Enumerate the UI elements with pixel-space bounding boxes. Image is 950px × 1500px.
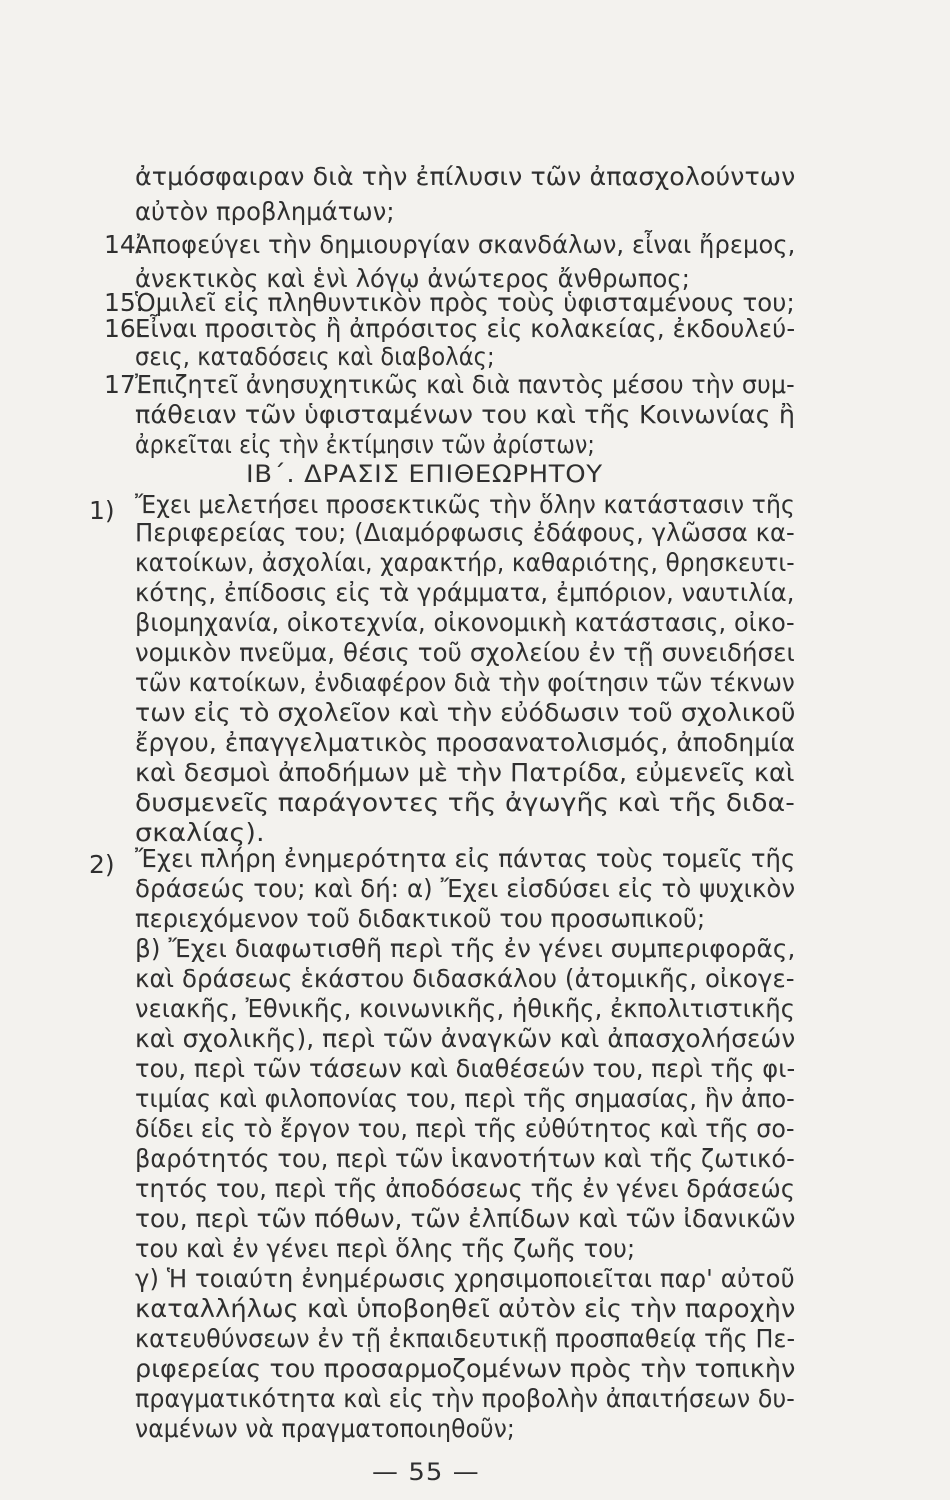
text-line: δίδει εἰς τὸ ἔργον του, περὶ τῆς εὐθύτητος καὶ τῆς σο- [135, 1114, 795, 1143]
section-number: 2) [89, 850, 115, 879]
text-line: ἀρκεῖται εἰς τὴν ἐκτίμησιν τῶν ἀρίστων; [135, 430, 595, 459]
text-line: Ἔχει μελετήσει προσεκτικῶς τὴν ὅλην κατάστασιν τῆς [135, 490, 795, 519]
text-line: δράσεώς του; καὶ δή: α) Ἔχει εἰσδύσει εἰς τὸ ψυχικὸν [135, 874, 796, 903]
text-line: καὶ σχολικῆς), περὶ τῶν ἀναγκῶν καὶ ἀπασχολήσεών [135, 1024, 796, 1053]
text-line: περιεχόμενον τοῦ διδακτικοῦ του προσωπικοῦ; [135, 904, 706, 933]
text-line: κότης, ἐπίδοσις εἰς τὰ γράμματα, ἐμπόριον, ναυτιλία, [135, 578, 795, 607]
text-line: Εἶναι προσιτὸς ἢ ἀπρόσιτος εἰς κολακείας, ἐκδουλεύ- [135, 314, 796, 343]
page-number: — 55 — [372, 1458, 480, 1486]
text-line: τῶν κατοίκων, ἐνδιαφέρον διὰ τὴν φοίτησιν τῶν τέκνων [135, 668, 795, 697]
text-line: ριφερείας του προσαρμοζομένων πρὸς τὴν τοπικὴν [135, 1354, 796, 1383]
text-line: Ὁμιλεῖ εἰς πληθυντικὸν πρὸς τοὺς ὑφισταμένους του; [135, 288, 795, 317]
text-line: νειακῆς, Ἐθνικῆς, κοινωνικῆς, ἠθικῆς, ἐκπολιτιστικῆς [135, 994, 796, 1023]
text-line: καὶ δεσμοὶ ἀποδήμων μὲ τὴν Πατρίδα, εὐμενεῖς καὶ [135, 758, 795, 787]
text-line: κατευθύνσεων ἐν τῇ ἐκπαιδευτικῇ προσπαθείᾳ τῆς Πε- [135, 1324, 796, 1353]
text-line: πραγματικότητα καὶ εἰς τὴν προβολὴν ἀπαιτήσεων δυ- [135, 1384, 795, 1413]
text-line: καταλλήλως καὶ ὑποβοηθεῖ αὐτὸν εἰς τὴν παροχὴν [135, 1294, 796, 1323]
text-line: τιμίας καὶ φιλοπονίας του, περὶ τῆς σημασίας, ἣν ἀπο- [135, 1084, 795, 1113]
text-line: του καὶ ἐν γένει περὶ ὅλης τῆς ζωῆς του; [135, 1234, 636, 1263]
text-line: ἀνεκτικὸς καὶ ἑνὶ λόγῳ ἀνώτερος ἄνθρωπος; [135, 264, 690, 293]
text-line: των εἰς τὸ σχολεῖον καὶ τὴν εὐόδωσιν τοῦ σχολικοῦ [135, 698, 796, 727]
text-line: ἀτμόσφαιραν διὰ τὴν ἐπίλυσιν τῶν ἀπασχολούντων [135, 162, 796, 191]
text-line: Περιφερείας του; (Διαμόρφωσις ἐδάφους, γλῶσσα κα- [135, 518, 795, 547]
text-line: Ἐπιζητεῖ ἀνησυχητικῶς καὶ διὰ παντὸς μέσου τὴν συμ- [135, 370, 795, 399]
text-line: αὐτὸν προβλημάτων; [135, 197, 395, 226]
text-line: βιομηχανία, οἰκοτεχνία, οἰκονομικὴ κατάστασις, οἰκο- [135, 608, 795, 637]
text-line: του, περὶ τῶν πόθων, τῶν ἐλπίδων καὶ τῶν ἰδανικῶν [135, 1204, 796, 1233]
section-number: 1) [89, 496, 115, 525]
text-line: του, περὶ τῶν τάσεων καὶ διαθέσεών του, περὶ τῆς φι- [135, 1054, 796, 1083]
text-line: σκαλίας). [135, 818, 265, 847]
section-heading: ΙΒ΄. ΔΡΑΣΙΣ ΕΠΙΘΕΩΡΗΤΟΥ [246, 460, 603, 488]
text-line: σεις, καταδόσεις καὶ διαβολάς; [135, 342, 495, 371]
text-line: ναμένων νὰ πραγματοποιηθοῦν; [135, 1414, 515, 1443]
text-line: Ἀποφεύγει τὴν δημιουργίαν σκανδάλων, εἶναι ἤρεμος, [135, 230, 796, 259]
text-line: βαρότητός του, περὶ τῶν ἱκανοτήτων καὶ τῆς ζωτικό- [135, 1144, 795, 1173]
text-line: ἔργου, ἐπαγγελματικὸς προσανατολισμός, ἀποδημία [135, 728, 796, 757]
item-number: 14. [104, 230, 144, 259]
text-line: Ἔχει πλήρη ἐνημερότητα εἰς πάντας τοὺς τομεῖς τῆς [135, 844, 796, 873]
text-line: νομικὸν πνεῦμα, θέσις τοῦ σχολείου ἐν τῇ συνειδήσει [135, 638, 795, 667]
text-line: καὶ δράσεως ἑκάστου διδασκάλου (ἀτομικῆς, οἰκογε- [135, 964, 795, 993]
text-line: τητός του, περὶ τῆς ἀποδόσεως τῆς ἐν γένει δράσεώς [135, 1174, 795, 1203]
text-line: πάθειαν τῶν ὑφισταμένων του καὶ τῆς Κοινωνίας ἢ [135, 400, 796, 429]
text-line: β) Ἔχει διαφωτισθῆ περὶ τῆς ἐν γένει συμπεριφορᾶς, [135, 934, 796, 963]
item-number: 15. [104, 288, 144, 317]
text-line: δυσμενεῖς παράγοντες τῆς ἀγωγῆς καὶ τῆς διδα- [135, 788, 795, 817]
text-line: κατοίκων, ἀσχολίαι, χαρακτήρ, καθαριότης, θρησκευτι- [135, 548, 795, 577]
text-line: γ) Ἡ τοιαύτη ἐνημέρωσις χρησιμοποιεῖται παρ' αὐτοῦ [135, 1264, 795, 1293]
item-number: 16. [104, 314, 144, 343]
item-number: 17. [104, 370, 144, 399]
